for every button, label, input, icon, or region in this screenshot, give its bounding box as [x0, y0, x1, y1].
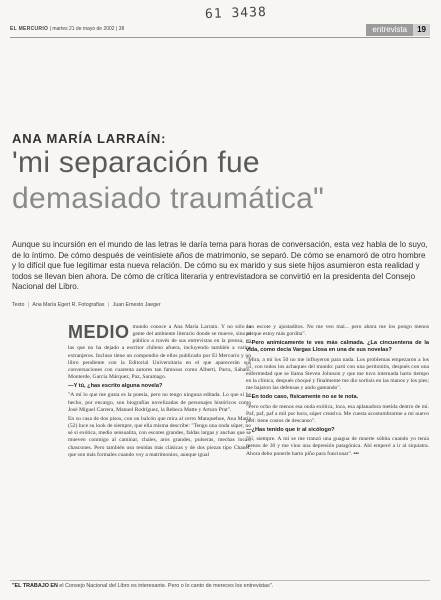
section-tab: [366, 24, 430, 36]
header-dateline: [10, 26, 124, 32]
header-page-ref: 38: [118, 26, 125, 32]
page-number: 19: [413, 24, 430, 36]
handwritten-archive-number: 61 3438: [204, 4, 268, 23]
article-paragraph: [68, 324, 251, 381]
pull-quote-footer: [12, 583, 273, 589]
interview-question: —Y tú, ¿has escrito alguna novela?: [68, 383, 163, 390]
interview-answer: "Mira, a mí los 50 no me influyeron para nada. Los problemas empezaron a los 51, con todos los achaques del mundo: partí con una peritonitis, después con una enfermedad que se llama Steven Johnson y que me tuvo internada harto tiempo en la clínica, después choqué y finalmente me dio sortisis en las manos y los pies; me bajaron las defensas y ando gateando".: [246, 356, 429, 392]
footer-divider: [10, 580, 430, 581]
answer-text: "Sí, siempre. A mí se me tranzó una guagua de muerte súbita cuando yo tenía menos de 30 y me vino una depresión patagónica. Ahí empecé a ir al siquiatra. Ahora debo ponerle harto piño para funcionar".: [246, 436, 429, 457]
header-date: martes 21 de mayo de 2002: [52, 26, 115, 32]
headline-line-1: 'mi separación fue: [12, 146, 260, 179]
article-paragraph: En su casa de dos pisos, con un balcón que mira al cerro Manquehue, Ana María (52) luce su look de siempre, que ella misma describe: "Tengo una onda súper, no sé si exótica, medio sensualita, con escotes grandes, faldas largas y anchas que se mueven conmigo al caminar, chales, aros grandes, pulseras, mechas locas, chascones. Pero también uso tenidas más clásicas y de dos piezas tipo Chanel, que son más formales cuando voy a matrimonios, aunque igual: [68, 415, 251, 458]
photo-credit-label: Fotografías: [78, 302, 105, 308]
interview-question: —¿Has tenido que ir al sicólogo?: [246, 427, 335, 434]
article-column-left: [68, 324, 251, 461]
intro-paragraph: Aunque su incursión en el mundo de las letras le daría tema para horas de conversación, esta vez habla de lo suyo, de lo íntimo. De cómo después de veintisiete años de matrimonio, se separó. De cómo se enamoró de otro hombre y lo difícil que fue legitimar esta nueva relación. De cómo su ex marido y sus siete hijos asumieron esta realidad y todos se llevan bien ahora. De cómo de crítica literaria y entrevistadora se convirtió en la presidenta del Consejo Nacional del Libro.: [12, 240, 428, 292]
pull-quote-lead: "EL TRABAJO EN: [12, 583, 58, 589]
interview-question: —En todo caso, físicamente no se te nota.: [246, 394, 359, 401]
end-of-article-mark: •••: [353, 450, 359, 457]
newspaper-brand: EL MERCURIO: [10, 26, 49, 32]
interview-answer: "Pero ocho de menos esa onda exótica, loca, esa aplanadora metida dentro de mí. Paf, paf, paf a mil por hora, súper creativa. Me cuesta acostumbrarme a mi nuevo piel: tiene costos de descanso".: [246, 403, 429, 424]
header-separator: |: [115, 26, 118, 32]
pull-quote-text: el Consejo Nacional del Libro es interesante. Pero o lo canto de mereces los entrevistas".: [59, 583, 274, 589]
credit-divider: |: [107, 302, 110, 308]
interview-answer: [246, 436, 429, 457]
interview-question: —Pero anímicamente te ves más calmada. ¿La cincuentena de la vida, como decía Vargas Llosa en una de sus novelas?: [246, 340, 429, 354]
dropcap-word: MEDIO: [68, 322, 130, 342]
article-paragraph: con escote y ajustaditos. No me veo mal... pero ahora me los pongo menos porque estoy más gordita".: [246, 324, 429, 338]
paragraph-text: mundo conoce a Ana María Larraín. Y no sólo la gente del ambiente literario donde se mueve, sino el público a través de sus entrevistas en la prensa, en las que no ha dejado a escritor chileno afuera, incluyendo también a varios extranjeros. Incluso tiene un compendio de ellos publicado por El Mercurio y un libro pendiente con la Editorial Universitaria en el que aparecerán sus conversaciones con cuarenta autores tan famosos como Alberti, Parra, Sábato, Monterde, García Márquez, Paz, Saramago.: [68, 324, 251, 381]
headline-line-2: demasiado traumática": [12, 182, 325, 215]
headline: [12, 145, 432, 217]
interview-answer: "A mí lo que me gusta es la poesía, pero no tengo ninguna editada. Lo que sí he hecho, por encargo, son biografías novelizadas de personajes históricos como José Miguel Carrera, Manuel Rodríguez, la Rebeca Matte y Arturo Prat".: [68, 392, 251, 413]
section-name: entrevista: [366, 24, 413, 36]
byline-credits: [12, 302, 161, 308]
credit-divider: |: [27, 302, 30, 308]
article-column-right: [246, 324, 429, 460]
page-header: [10, 25, 430, 38]
kicker-interviewee: ANA MARÍA LARRAÍN:: [12, 131, 167, 146]
photo-author: Juan Ernesto Jaeger: [112, 302, 161, 308]
text-credit-label: Texto: [12, 302, 25, 308]
header-separator: |: [49, 26, 51, 32]
text-author: Ana María Egert R.: [32, 302, 77, 308]
